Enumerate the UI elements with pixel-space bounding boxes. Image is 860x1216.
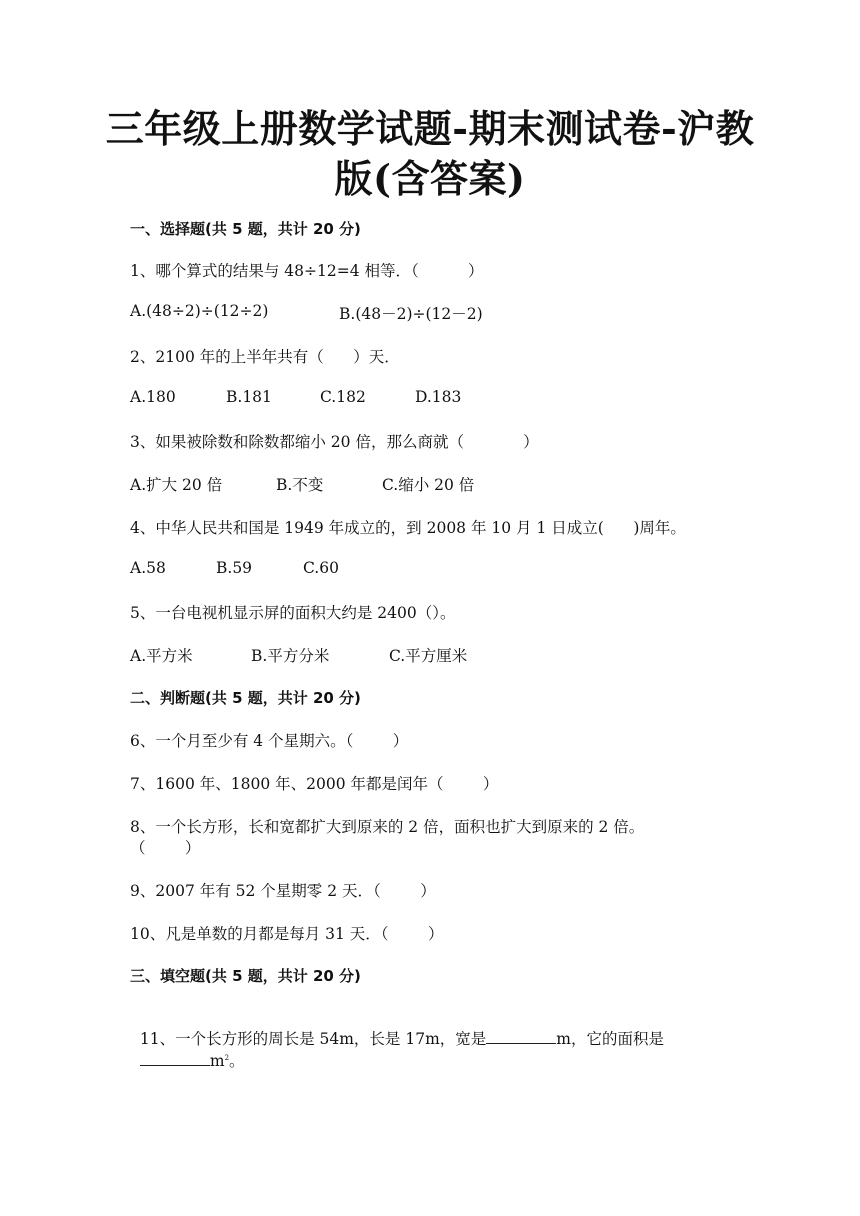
q3-option-a: A.扩大 20 倍 bbox=[130, 476, 223, 494]
question-4: 4、中华人民共和国是 1949 年成立的，到 2008 年 10 月 1 日成立( )周年。 bbox=[130, 519, 686, 537]
title-line-1: 三年级上册数学试题-期末测试卷-沪教 bbox=[105, 106, 755, 151]
question-1: 1、哪个算式的结果与 48÷12=4 相等．（ ） bbox=[130, 262, 484, 280]
q4-option-c: C.60 bbox=[303, 559, 339, 577]
q4-option-a: A.58 bbox=[130, 559, 166, 577]
q2-option-c: C.182 bbox=[320, 388, 366, 406]
q11-blank-area[interactable] bbox=[140, 1051, 210, 1066]
q11-text-part2: m，它的面积是 bbox=[556, 1030, 664, 1048]
question-8: 8、一个长方形，长和宽都扩大到原来的 2 倍，面积也扩大到原来的 2 倍。 bbox=[130, 818, 645, 836]
q2-option-a: A.180 bbox=[130, 388, 176, 406]
question-2: 2、2100 年的上半年共有（ ）天． bbox=[130, 348, 400, 366]
q4-option-b: B.59 bbox=[216, 559, 253, 577]
question-7: 7、1600 年、1800 年、2000 年都是闰年（ ） bbox=[130, 775, 499, 793]
document-title bbox=[100, 104, 760, 204]
q1-option-b: B.(48－2)÷(12－2) bbox=[339, 305, 483, 323]
question-5: 5、一台电视机显示屏的面积大约是 2400（）。 bbox=[130, 604, 456, 622]
section-heading-choice: 一、选择题(共 5 题，共计 20 分) bbox=[130, 220, 361, 238]
q11-blank-width[interactable] bbox=[486, 1029, 556, 1044]
q11-text-part1: 11、一个长方形的周长是 54m，长是 17m，宽是 bbox=[139, 1030, 487, 1048]
q3-option-b: B.不变 bbox=[276, 476, 324, 494]
q11-unit: m bbox=[209, 1052, 225, 1070]
question-6: 6、一个月至少有 4 个星期六。（ ） bbox=[130, 732, 409, 750]
q5-option-b: B.平方分米 bbox=[251, 647, 330, 665]
section-heading-judge: 二、判断题(共 5 题，共计 20 分) bbox=[130, 689, 361, 707]
question-8-bracket: （ ） bbox=[130, 839, 201, 857]
title-line-2: 版(含答案) bbox=[334, 156, 526, 201]
q11-unit-superscript: 2 bbox=[224, 1053, 230, 1062]
q5-option-c: C.平方厘米 bbox=[389, 647, 468, 665]
question-3: 3、如果被除数和除数都缩小 20 倍，那么商就（ ） bbox=[130, 433, 539, 451]
q11-end: 。 bbox=[229, 1052, 245, 1070]
section-heading-fill: 三、填空题(共 5 题，共计 20 分) bbox=[130, 967, 361, 985]
question-11-continued bbox=[130, 1031, 245, 1071]
q2-option-b: B.181 bbox=[226, 388, 272, 406]
q1-option-a: A.(48÷2)÷(12÷2) bbox=[130, 302, 269, 320]
q3-option-c: C.缩小 20 倍 bbox=[382, 476, 475, 494]
q5-option-a: A.平方米 bbox=[130, 647, 193, 665]
question-9: 9、2007 年有 52 个星期零 2 天．（ ） bbox=[130, 882, 436, 900]
q2-option-d: D.183 bbox=[415, 388, 462, 406]
question-10: 10、凡是单数的月都是每月 31 天．（ ） bbox=[130, 925, 444, 943]
